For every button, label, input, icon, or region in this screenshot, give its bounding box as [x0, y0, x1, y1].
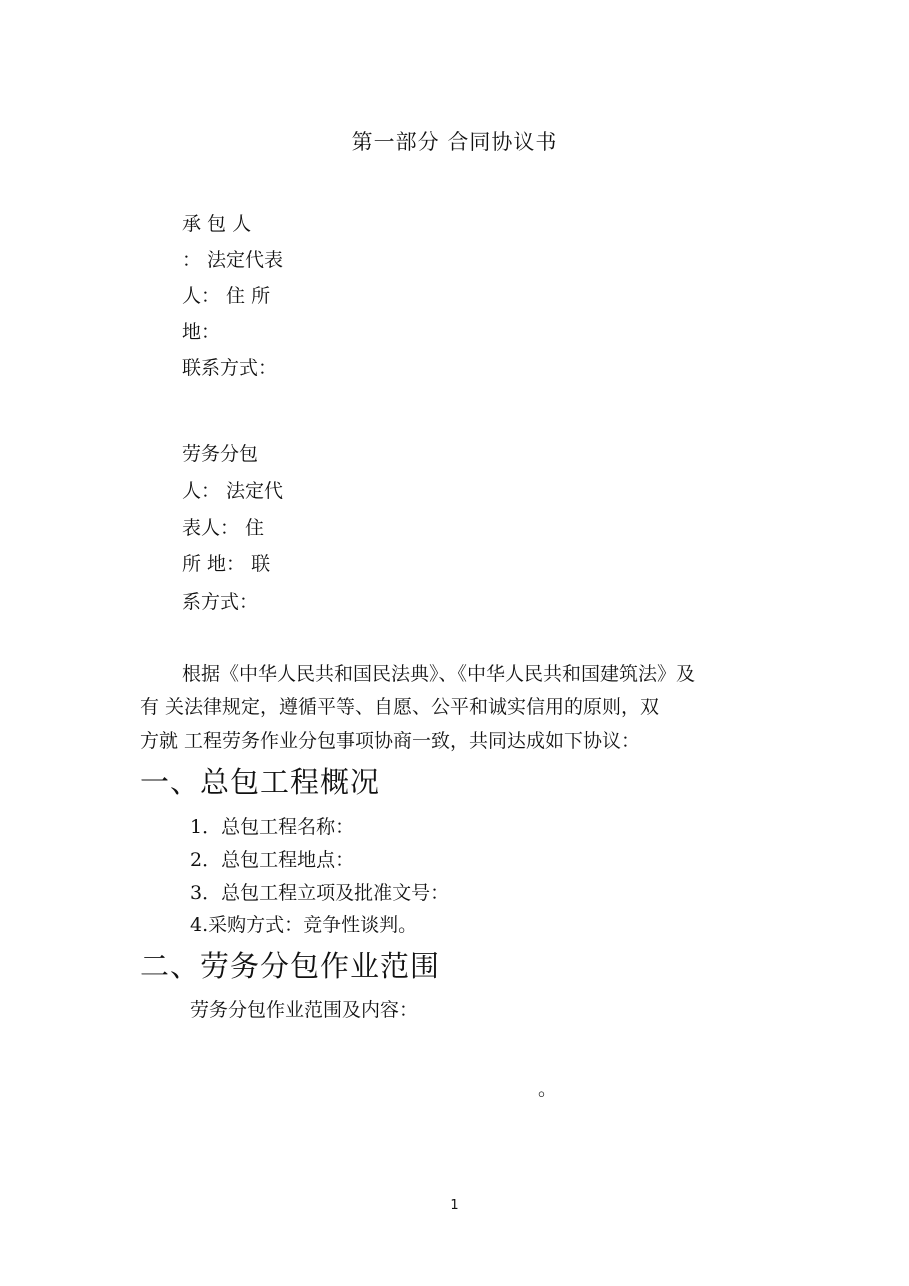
intro-line: 有 关法律规定，遵循平等、自愿、公平和诚实信用的原则，双 — [140, 696, 660, 718]
list-item: 3．总包工程立项及批准文号： — [190, 882, 450, 904]
section-heading-2: 二、劳务分包作业范围 — [140, 949, 441, 983]
subcontractor-line: 系方式： — [182, 591, 259, 613]
intro-line: 方就 工程劳务作业分包事项协商一致，共同达成如下协议： — [140, 730, 641, 752]
scope-content-label: 劳务分包作业范围及内容： — [190, 999, 419, 1021]
subcontractor-line: 所 地： 联 — [182, 553, 271, 575]
subcontractor-line: 劳务分包 — [182, 443, 259, 465]
subcontractor-line: 人： 法定代 — [182, 480, 284, 502]
contractor-line: 联系方式： — [182, 357, 278, 379]
subcontractor-line: 表人： 住 — [182, 517, 265, 539]
contractor-line: ： 法定代表 — [182, 249, 284, 271]
contractor-line: 人： 住 所 — [182, 285, 271, 307]
trailing-period: 。 — [538, 1078, 558, 1100]
page-number: 1 — [450, 1198, 459, 1213]
list-item: 4.采购方式：竞争性谈判。 — [190, 914, 418, 936]
section-heading-1: 一、总包工程概况 — [140, 765, 381, 799]
document-title: 第一部分 合同协议书 — [351, 130, 558, 154]
intro-line: 根据《中华人民共和国民法典》、《中华人民共和国建筑法》及 — [182, 663, 696, 685]
contractor-line: 承 包 人 — [182, 213, 252, 235]
list-item: 1．总包工程名称： — [190, 816, 355, 838]
list-item: 2．总包工程地点： — [190, 849, 355, 871]
contractor-line: 地： — [182, 321, 221, 343]
